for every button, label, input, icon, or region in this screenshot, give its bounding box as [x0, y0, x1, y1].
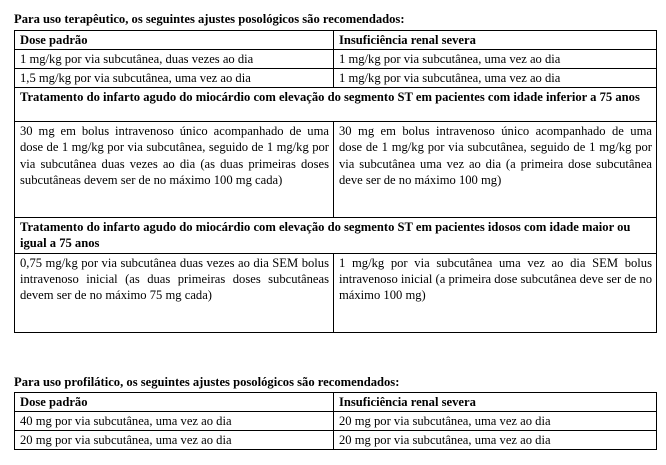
table-row — [15, 412, 657, 431]
table-row — [15, 253, 657, 332]
standard-dose-cell: 40 mg por via subcutânea, uma vez ao dia — [15, 412, 334, 431]
header-severe-renal: Insuficiência renal severa — [334, 31, 657, 50]
renal-dose-cell: 30 mg em bolus intravenoso único acompanhado de uma dose de 1 mg/kg por via subcutânea, seguido de 1 mg/kg por via subcutânea uma vez ao dia (a primeira dose subcutânea deve ser de no máximo 100 mg) — [334, 122, 657, 218]
therapeutic-dosage-table — [14, 30, 657, 333]
renal-dose-cell: 20 mg por via subcutânea, uma vez ao dia — [334, 431, 657, 450]
section-title-elderly: Tratamento do infarto agudo do miocárdio com elevação do segmento ST em pacientes idosos com idade maior ou igual a 75 anos — [15, 218, 657, 253]
section-title-row — [15, 218, 657, 253]
header-standard-dose: Dose padrão — [15, 393, 334, 412]
renal-dose-cell: 1 mg/kg por via subcutânea uma vez ao dia SEM bolus intravenoso inicial (a primeira dose subcutânea deve ser de no máximo 100 mg) — [334, 253, 657, 332]
renal-dose-cell: 1 mg/kg por via subcutânea, uma vez ao dia — [334, 69, 657, 88]
table-row — [15, 431, 657, 450]
renal-dose-cell: 20 mg por via subcutânea, uma vez ao dia — [334, 412, 657, 431]
table-row — [15, 69, 657, 88]
table-header-row — [15, 31, 657, 50]
header-severe-renal: Insuficiência renal severa — [334, 393, 657, 412]
table-row — [15, 122, 657, 218]
renal-dose-cell: 1 mg/kg por via subcutânea, uma vez ao dia — [334, 50, 657, 69]
section-title-row — [15, 88, 657, 122]
standard-dose-cell: 30 mg em bolus intravenoso único acompanhado de uma dose de 1 mg/kg por via subcutânea, seguido de 1 mg/kg por via subcutânea duas vezes ao dia (as duas primeiras doses subcutâneas devem ser de no máximo 100 mg cada) — [15, 122, 334, 218]
therapeutic-heading: Para uso terapêutico, os seguintes ajustes posológicos são recomendados: — [14, 12, 405, 26]
standard-dose-cell: 1,5 mg/kg por via subcutânea, uma vez ao dia — [15, 69, 334, 88]
table-header-row — [15, 393, 657, 412]
standard-dose-cell: 20 mg por via subcutânea, uma vez ao dia — [15, 431, 334, 450]
header-standard-dose: Dose padrão — [15, 31, 334, 50]
section-title-under-75: Tratamento do infarto agudo do miocárdio com elevação do segmento ST em pacientes com idade inferior a 75 anos — [15, 88, 657, 122]
prophylactic-heading: Para uso profilático, os seguintes ajustes posológicos são recomendados: — [14, 375, 400, 389]
standard-dose-cell: 0,75 mg/kg por via subcutânea duas vezes ao dia SEM bolus intravenoso inicial (as duas primeiras doses subcutâneas devem ser de no máximo 75 mg cada) — [15, 253, 334, 332]
table-row — [15, 50, 657, 69]
prophylactic-dosage-table — [14, 392, 657, 450]
standard-dose-cell: 1 mg/kg por via subcutânea, duas vezes ao dia — [15, 50, 334, 69]
